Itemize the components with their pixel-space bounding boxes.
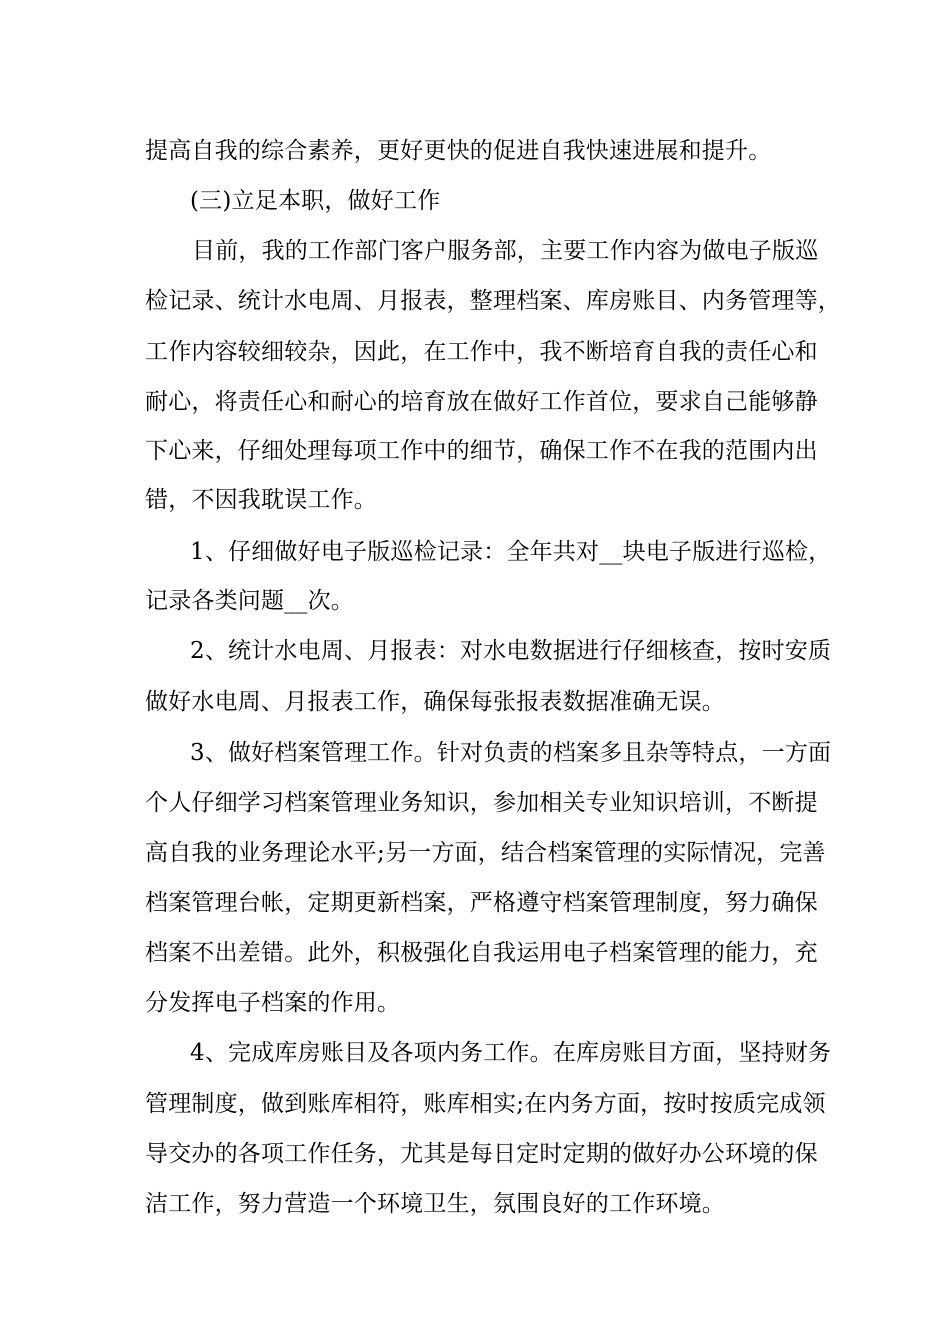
list-item-line: 做好水电周、月报表工作，确保每张报表数据准确无误。 bbox=[145, 689, 725, 715]
list-item-line: 导交办的各项工作任务，尤其是每日定时定期的做好办公环境的保 bbox=[145, 1141, 818, 1167]
list-item-line: 4、完成库房账目及各项内务工作。在库房账目方面，坚持财务 bbox=[190, 1040, 832, 1066]
list-item-line: 2、统计水电周、月报表：对水电数据进行仔细核查，按时安质 bbox=[190, 638, 832, 664]
paragraph-line: 目前，我的工作部门客户服务部，主要工作内容为做电子版巡 bbox=[192, 238, 819, 264]
list-item-line: 档案管理台帐，定期更新档案，严格遵守档案管理制度，努力确保 bbox=[145, 890, 818, 916]
section-heading: (三)立足本职，做好工作 bbox=[190, 188, 441, 214]
list-item-line: 记录各类问题__次。 bbox=[145, 588, 354, 614]
paragraph-line: 错，不因我耽误工作。 bbox=[145, 487, 377, 513]
paragraph-line: 耐心，将责任心和耐心的培育放在做好工作首位，要求自己能够静 bbox=[145, 389, 818, 415]
paragraph-line: 检记录、统计水电周、月报表，整理档案、库房账目、内务管理等， bbox=[145, 288, 841, 314]
list-item-line: 高自我的业务理论水平;另一方面，结合档案管理的实际情况，完善 bbox=[145, 840, 826, 866]
list-item-line: 分发挥电子档案的作用。 bbox=[145, 990, 401, 1016]
list-item-line: 1、仔细做好电子版巡检记录：全年共对__块电子版进行巡检， bbox=[190, 539, 832, 565]
list-item-line: 管理制度，做到账库相符，账库相实;在内务方面，按时按质完成领 bbox=[145, 1091, 826, 1117]
list-item-line: 洁工作，努力营造一个环境卫生，氛围良好的工作环境。 bbox=[145, 1191, 725, 1217]
paragraph-line: 提高自我的综合素养，更好更快的促进自我快速进展和提升。 bbox=[145, 138, 772, 164]
list-item-line: 3、做好档案管理工作。针对负责的档案多且杂等特点，一方面 bbox=[190, 740, 832, 766]
list-item-line: 档案不出差错。此外，积极强化自我运用电子档案管理的能力，充 bbox=[145, 940, 818, 966]
paragraph-line: 工作内容较细较杂，因此，在工作中，我不断培育自我的责任心和 bbox=[145, 339, 818, 365]
paragraph-line: 下心来，仔细处理每项工作中的细节，确保工作不在我的范围内出 bbox=[145, 438, 818, 464]
list-item-line: 个人仔细学习档案管理业务知识，参加相关专业知识培训，不断提 bbox=[145, 790, 818, 816]
